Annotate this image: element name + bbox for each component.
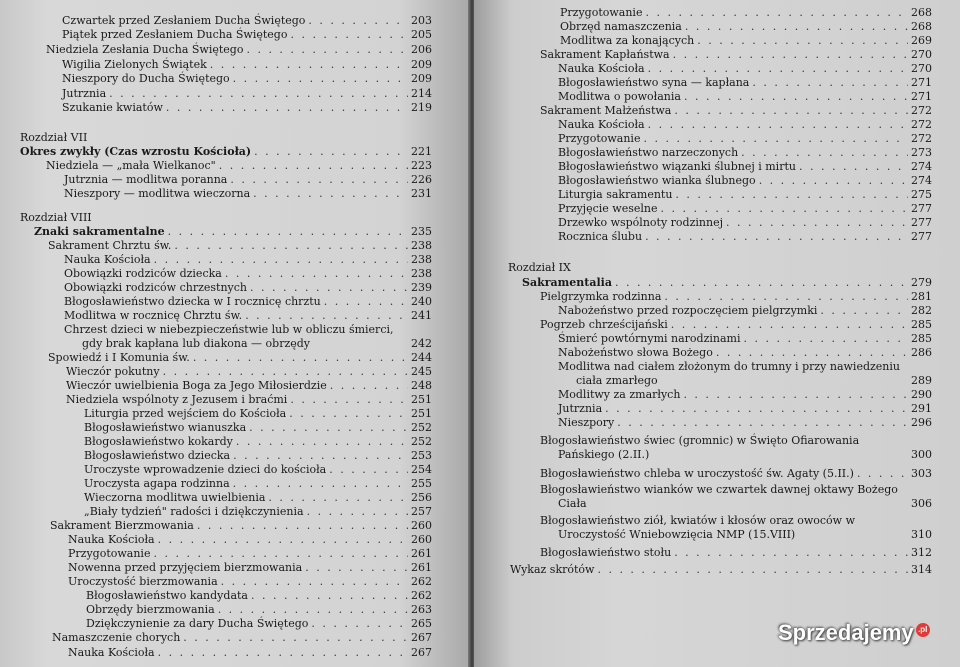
entry-title: Śmierć powtórnymi narodzinami (558, 332, 741, 345)
entry-page: 265 (411, 617, 432, 630)
entry-title: Sakramentalia (522, 276, 612, 289)
toc-entry (64, 323, 432, 351)
toc-entry (46, 159, 432, 173)
toc-entry (84, 505, 432, 519)
toc-entry (64, 187, 432, 201)
toc-entry (62, 14, 432, 28)
entry-page: 256 (411, 491, 432, 504)
entry-page: 281 (911, 290, 932, 303)
entry-page: 263 (411, 603, 432, 616)
toc-entry (68, 533, 432, 547)
toc-entry (540, 483, 932, 511)
entry-title: Błogosławieństwo kokardy (84, 435, 233, 448)
entry-page: 285 (911, 332, 932, 345)
entry-title: Rocznica ślubu (558, 230, 643, 243)
entry-title: Znaki sakramentalne (34, 225, 165, 238)
toc-entry (540, 514, 932, 542)
entry-page: 231 (411, 187, 432, 200)
toc-entry (64, 267, 432, 281)
entry-page: 296 (911, 416, 932, 429)
toc-entry (68, 575, 432, 589)
entry-title: Błogosławieństwo wiązanki ślubnej i mirtu (558, 160, 796, 173)
entry-page: 262 (411, 589, 432, 602)
toc-entry (560, 20, 932, 34)
entry-title: Wigilia Zielonych Świątek (62, 58, 207, 71)
entry-title: Piątek przed Zesłaniem Ducha Świętego (62, 28, 288, 41)
entry-title: Błogosławieństwo dziecka w I rocznicę chrztu (64, 295, 321, 308)
entry-title: Błogosławieństwo wianka ślubnego (558, 174, 756, 187)
entry-title: Błogosławieństwo chleba w uroczystość św. Agaty (5.II.) (540, 467, 854, 480)
toc-entry (46, 43, 432, 57)
toc-entry (62, 101, 432, 115)
entry-title: Niedziela wspólnoty z Jezusem i braćmi (66, 393, 288, 406)
entry-title: Błogosławieństwo kandydata (86, 589, 248, 602)
entry-page: 279 (911, 276, 932, 289)
entry-title: Przygotowanie (560, 6, 643, 19)
entry-page: 248 (411, 379, 432, 392)
entry-page: 272 (911, 118, 932, 131)
toc-entry (558, 118, 932, 132)
toc-entry (522, 276, 932, 290)
entry-title: Modlitwa nad ciałem złożonym do trumny i przy nawiedzeniu ciała zmarłego (558, 360, 900, 387)
entry-page: 252 (411, 421, 432, 434)
entry-page: 268 (911, 20, 932, 33)
entry-title: Wieczorna modlitwa uwielbienia (84, 491, 266, 504)
entry-page: 238 (411, 239, 432, 252)
entry-title: Modlitwa o powołania (558, 90, 681, 103)
entry-page: 275 (911, 188, 932, 201)
entry-page: 289 (911, 374, 932, 387)
entry-page: 274 (911, 174, 932, 187)
entry-title: Modlitwa za konających (560, 34, 695, 47)
toc-entry (84, 491, 432, 505)
entry-title: Nauka Kościoła (558, 118, 645, 131)
entry-title: Wieczór uwielbienia Boga za Jego Miłosierdzie (66, 379, 327, 392)
toc-entry (84, 477, 432, 491)
toc-entry (540, 546, 932, 560)
entry-title: Przyjęcie weselne (558, 202, 658, 215)
entry-title: Wieczór pokutny (66, 365, 160, 378)
entry-page: 239 (411, 281, 432, 294)
entry-title: Niedziela — „mała Wielkanoc" (46, 159, 216, 172)
entry-page: 272 (911, 132, 932, 145)
entry-title: Błogosławieństwo wianków we czwartek dawnej oktawy Bożego Ciała (540, 483, 898, 510)
entry-page: 240 (411, 295, 432, 308)
entry-page: 272 (911, 104, 932, 117)
entry-page: 255 (411, 477, 432, 490)
entry-page: 257 (411, 505, 432, 518)
entry-title: Błogosławieństwo dziecka (84, 449, 231, 462)
entry-page: 251 (411, 407, 432, 420)
entry-page: 310 (911, 528, 932, 541)
entry-page: 270 (911, 48, 932, 61)
toc-entry (68, 547, 432, 561)
left-page (0, 0, 470, 667)
entry-title: Namaszczenie chorych (52, 631, 181, 644)
entry-title: Nauka Kościoła (558, 62, 645, 75)
toc-entry (540, 467, 932, 481)
toc-entry (540, 290, 932, 304)
toc-entry (20, 145, 432, 159)
chapter-heading: Rozdział IX (508, 261, 571, 274)
entry-page: 219 (411, 101, 432, 114)
entry-page: 203 (411, 14, 432, 27)
toc-entry (558, 230, 932, 244)
entry-title: Przygotowanie (558, 132, 641, 145)
toc-entry (64, 295, 432, 309)
entry-page: 286 (911, 346, 932, 359)
entry-page: 260 (411, 519, 432, 532)
chapter-heading: Rozdział VII (20, 131, 88, 144)
entry-page: 206 (411, 43, 432, 56)
entry-page: 241 (411, 309, 432, 322)
toc-entry (558, 62, 932, 76)
entry-title: Szukanie kwiatów (62, 101, 163, 114)
entry-page: 269 (911, 34, 932, 47)
toc-entry (558, 304, 932, 318)
toc-entry (64, 253, 432, 267)
toc-entry (560, 34, 932, 48)
toc-entry (558, 174, 932, 188)
entry-title: Nabożeństwo słowa Bożego (558, 346, 713, 359)
entry-page: 254 (411, 463, 432, 476)
entry-page: 274 (911, 160, 932, 173)
entry-title: Jutrznia — modlitwa poranna (64, 173, 228, 186)
entry-title: Nauka Kościoła (68, 646, 155, 659)
entry-title: Czwartek przed Zesłaniem Ducha Świętego (62, 14, 306, 27)
entry-title: Liturgia sakramentu (558, 188, 673, 201)
entry-title: Sakrament Chrztu św. (48, 239, 172, 252)
toc-entry (84, 421, 432, 435)
entry-page: 312 (911, 546, 932, 559)
entry-title: Drzewko wspólnoty rodzinnej (558, 216, 723, 229)
entry-title: Nabożeństwo przed rozpoczęciem pielgrzymki (558, 304, 818, 317)
toc-entry (540, 48, 932, 62)
entry-title: Nieszpory (558, 416, 615, 429)
entry-page: 242 (411, 337, 432, 350)
entry-title: Sakrament Małżeństwa (540, 104, 672, 117)
entry-page: 252 (411, 435, 432, 448)
toc-entry (62, 87, 432, 101)
entry-title: Sakrament Kapłaństwa (540, 48, 670, 61)
entry-page: 205 (411, 28, 432, 41)
entry-title: Błogosławieństwo świec (gromnic) w Święto Ofiarowania Pańskiego (2.II.) (540, 434, 860, 461)
toc-entry (34, 225, 432, 239)
entry-title: Nieszpory — modlitwa wieczorna (64, 187, 251, 200)
entry-title: Niedziela Zesłania Ducha Świętego (46, 43, 244, 56)
toc-entry (558, 402, 932, 416)
toc-entry (68, 561, 432, 575)
entry-page: 235 (411, 225, 432, 238)
entry-title: Uroczystość bierzmowania (68, 575, 218, 588)
watermark-badge-icon: .pl (916, 623, 930, 637)
entry-page: 209 (411, 72, 432, 85)
toc-entry (84, 435, 432, 449)
toc-entry (66, 393, 432, 407)
entry-title: Błogosławieństwo narzeczonych (558, 146, 739, 159)
entry-page: 271 (911, 76, 932, 89)
entry-page: 271 (911, 90, 932, 103)
entry-page: 267 (411, 646, 432, 659)
entry-page: 267 (411, 631, 432, 644)
toc-entry (558, 160, 932, 174)
entry-title: Błogosławieństwo ziół, kwiatów i kłosów oraz owoców w Uroczystość Wniebowzięcia NMP (15.VIII) (540, 514, 855, 541)
toc-entry (64, 281, 432, 295)
entry-page: 223 (411, 159, 432, 172)
toc-entry (560, 6, 932, 20)
entry-page: 277 (911, 230, 932, 243)
toc-entry (66, 365, 432, 379)
entry-title: Nauka Kościoła (64, 253, 151, 266)
entry-page: 285 (911, 318, 932, 331)
entry-page: 209 (411, 58, 432, 71)
entry-page: 273 (911, 146, 932, 159)
entry-title: Modlitwy za zmarłych (558, 388, 681, 401)
toc-entry (540, 434, 932, 462)
entry-page: 221 (411, 145, 432, 158)
toc-entry (558, 132, 932, 146)
entry-title: Nowenna przed przyjęciem bierzmowania (68, 561, 303, 574)
sprzedajemy-watermark-logo (778, 620, 930, 646)
entry-page: 226 (411, 173, 432, 186)
entry-title: Obowiązki rodziców dziecka (64, 267, 222, 280)
entry-page: 277 (911, 216, 932, 229)
toc-entry (86, 589, 432, 603)
toc-entry (84, 449, 432, 463)
entry-title: Błogosławieństwo wianuszka (84, 421, 247, 434)
entry-page: 244 (411, 351, 432, 364)
chapter-heading: Rozdział VIII (20, 211, 92, 224)
entry-title: Jutrznia (558, 402, 603, 415)
toc-entry (68, 646, 432, 660)
entry-title: Obowiązki rodziców chrzestnych (64, 281, 247, 294)
toc-entry (62, 28, 432, 42)
right-page (474, 0, 960, 667)
entry-title: Nieszpory do Ducha Świętego (62, 72, 230, 85)
toc-entry (48, 239, 432, 253)
entry-title: Uroczysta agapa rodzinna (84, 477, 230, 490)
toc-entry (558, 346, 932, 360)
watermark-brand: Sprzedajemy (778, 620, 914, 645)
toc-entry (558, 360, 932, 388)
entry-page: 268 (911, 6, 932, 19)
entry-page: 260 (411, 533, 432, 546)
entry-page: 262 (411, 575, 432, 588)
toc-entry (558, 188, 932, 202)
entry-title: Nauka Kościoła (68, 533, 155, 546)
entry-page: 214 (411, 87, 432, 100)
toc-entry (84, 407, 432, 421)
entry-page: 261 (411, 547, 432, 560)
entry-page: 282 (911, 304, 932, 317)
toc-entry (558, 202, 932, 216)
entry-title: Modlitwa w rocznicę Chrztu św. (64, 309, 243, 322)
entry-page: 290 (911, 388, 932, 401)
toc-entry (558, 76, 932, 90)
entry-title: Pielgrzymka rodzinna (540, 290, 662, 303)
toc-entry (558, 332, 932, 346)
entry-title: Sakrament Bierzmowania (50, 519, 194, 532)
toc-entry (558, 388, 932, 402)
entry-page: 300 (911, 448, 932, 461)
entry-page: 238 (411, 253, 432, 266)
toc-entry (540, 318, 932, 332)
toc-entry (86, 617, 432, 631)
toc-entry (540, 104, 932, 118)
toc-entry (50, 519, 432, 533)
toc-entry (558, 416, 932, 430)
entry-page: 270 (911, 62, 932, 75)
toc-entry (86, 603, 432, 617)
entry-page: 261 (411, 561, 432, 574)
entry-title: Pogrzeb chrześcijański (540, 318, 668, 331)
entry-title: Uroczyste wprowadzenie dzieci do kościoła (84, 463, 327, 476)
entry-title: Spowiedź i I Komunia św. (48, 351, 190, 364)
toc-entry (558, 216, 932, 230)
entry-page: 238 (411, 267, 432, 280)
toc-entry (52, 631, 432, 645)
toc-entry (558, 146, 932, 160)
entry-title: Dziękczynienie za dary Ducha Świętego (86, 617, 309, 630)
entry-title: Błogosławieństwo syna — kapłana (558, 76, 750, 89)
entry-title: Chrzest dzieci w niebezpieczeństwie lub w obliczu śmierci, gdy brak kapłana lub diakona — obrzędy (64, 323, 394, 350)
toc-entry (64, 173, 432, 187)
entry-page: 277 (911, 202, 932, 215)
entry-page: 314 (911, 563, 932, 576)
entry-title: Liturgia przed wejściem do Kościoła (84, 407, 287, 420)
toc-entry (558, 90, 932, 104)
toc-entry (510, 563, 932, 577)
toc-entry (66, 379, 432, 393)
entry-page: 306 (911, 497, 932, 510)
entry-page: 253 (411, 449, 432, 462)
entry-title: Jutrznia (62, 87, 107, 100)
toc-entry (62, 72, 432, 86)
entry-title: Obrzęd namaszczenia (560, 20, 682, 33)
toc-entry (62, 58, 432, 72)
toc-entry (84, 463, 432, 477)
entry-page: 251 (411, 393, 432, 406)
entry-page: 303 (911, 467, 932, 480)
entry-title: Przygotowanie (68, 547, 151, 560)
entry-title: Obrzędy bierzmowania (86, 603, 215, 616)
toc-entry (48, 351, 432, 365)
entry-title: Okres zwykły (Czas wzrostu Kościoła) (20, 145, 252, 158)
entry-title: Wykaz skrótów (510, 563, 595, 576)
entry-title: „Biały tydzień" radości i dziękczynienia (84, 505, 304, 518)
entry-title: Błogosławieństwo stołu (540, 546, 672, 559)
entry-page: 291 (911, 402, 932, 415)
entry-page: 245 (411, 365, 432, 378)
toc-entry (64, 309, 432, 323)
